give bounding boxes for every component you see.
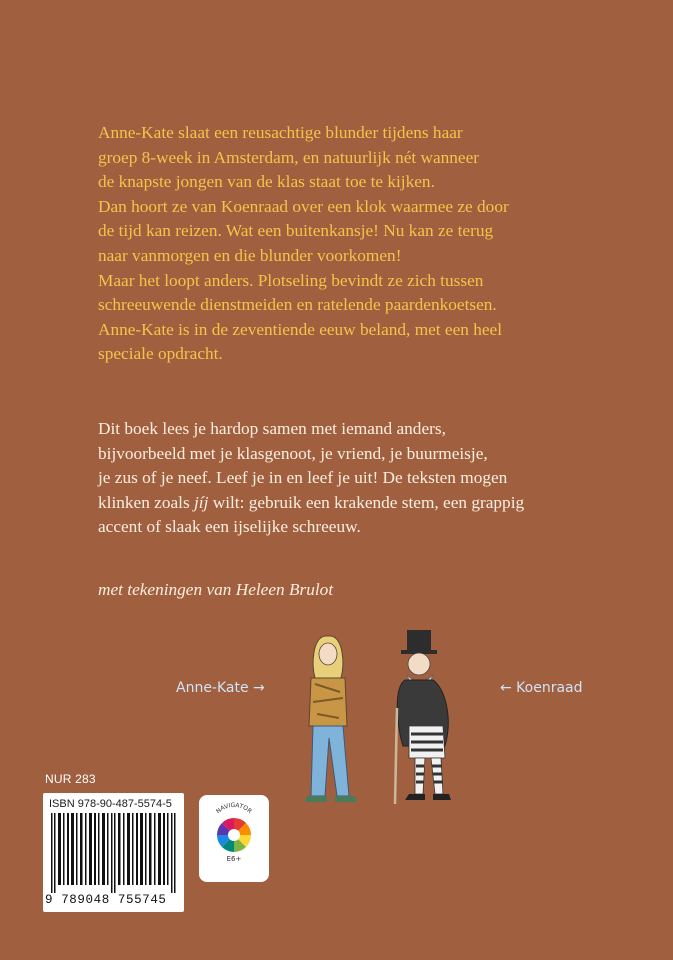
reading-info (98, 417, 638, 540)
blurb-line: naar vanmorgen en die blunder voorkomen! (98, 245, 402, 265)
blurb-line: Dan hoort ze van Koenraad over een klok waarmee ze door (98, 196, 509, 216)
blurb-line: groep 8-week in Amsterdam, en natuurlijk nét wanneer (98, 147, 480, 167)
navigator-badge (199, 795, 269, 882)
blurb-line: de knapste jongen van de klas staat toe te kijken. (98, 172, 435, 192)
anne-kate-label: Anne-Kate → (176, 680, 265, 696)
blurb-line: Maar het loopt anders. Plotseling bevindt ze zich tussen (98, 270, 484, 290)
info-text: wilt: gebruik een krakende stem, een grappig (208, 492, 525, 512)
isbn-number: ISBN 978-90-487-5574-5 (49, 798, 172, 810)
nur-code: NUR 283 (45, 772, 96, 786)
info-line: je zus of je neef. Leef je in en leef je uit! De teksten mogen (98, 468, 508, 488)
navigator-title: NAVIGATOR (214, 801, 254, 816)
ean-number: 9 789048 755745 (45, 893, 167, 907)
info-line (98, 491, 638, 516)
blurb-line: Anne-Kate slaat een reusachtige blunder tijdens haar (98, 123, 463, 142)
anne-kate-figure (305, 636, 357, 802)
isbn-barcode (43, 793, 184, 912)
blurb-line: Anne-Kate is in de zeventiende eeuw beland, met een heel (98, 319, 503, 339)
info-text: klinken zoals (98, 492, 194, 512)
info-line: accent of slaak een ijselijke schreeuw. (98, 517, 361, 537)
info-line: bijvoorbeeld met je klasgenoot, je vriend, je buurmeisje, (98, 443, 488, 463)
blurb-line: speciale opdracht. (98, 344, 223, 364)
characters-illustration (285, 618, 485, 813)
navigator-wheel-icon (199, 795, 269, 882)
emphasis-text: jíj (193, 492, 209, 512)
illustrator-credit: met tekeningen van Heleen Brulot (98, 580, 334, 599)
blurb-line: de tijd kan reizen. Wat een buitenkansje! Nu kan ze terug (98, 221, 494, 241)
koenraad-figure (395, 630, 451, 804)
info-line: Dit boek lees je hardop samen met iemand anders, (98, 419, 446, 438)
back-cover-blurb (98, 121, 638, 367)
koenraad-label: ← Koenraad (500, 680, 583, 696)
navigator-level: E6+ (226, 855, 242, 863)
blurb-line: schreeuwende dienstmeiden en ratelende paardenkoetsen. (98, 295, 497, 315)
barcode-bars (49, 813, 179, 893)
